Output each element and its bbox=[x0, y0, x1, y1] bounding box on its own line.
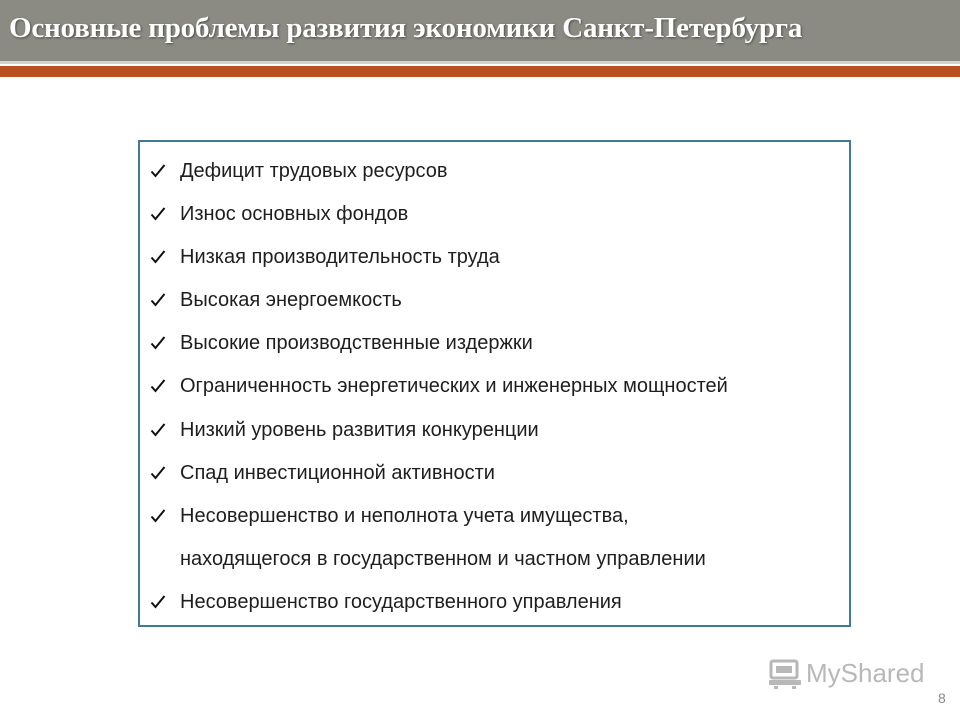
list-item-continuation bbox=[140, 545, 849, 575]
list-item bbox=[140, 286, 849, 316]
list-item-text: Высокие производственные издержки bbox=[180, 332, 533, 354]
divider-light bbox=[0, 61, 960, 64]
list-item bbox=[140, 416, 849, 446]
list-item bbox=[140, 200, 849, 230]
list-item bbox=[140, 459, 849, 489]
check-icon bbox=[150, 249, 166, 265]
title-bar bbox=[0, 0, 960, 61]
problems-list-box bbox=[138, 140, 851, 627]
slide-title: Основные проблемы развития экономики Санкт-Петербурга bbox=[9, 12, 803, 44]
list-item bbox=[140, 502, 849, 532]
check-icon bbox=[150, 508, 166, 524]
list-item-text: находящегося в государственном и частном управлении bbox=[180, 548, 706, 570]
check-icon bbox=[150, 163, 166, 179]
watermark-text: MyShared bbox=[806, 658, 925, 688]
list-item bbox=[140, 372, 849, 402]
check-icon bbox=[150, 378, 166, 394]
check-icon bbox=[150, 465, 166, 481]
list-item-text: Износ основных фондов bbox=[180, 203, 409, 225]
list-item bbox=[140, 588, 849, 618]
check-icon bbox=[150, 206, 166, 222]
list-item-text: Несовершенство и неполнота учета имущества, bbox=[180, 505, 629, 527]
list-item bbox=[140, 243, 849, 273]
list-item-text: Низкая производительность труда bbox=[180, 246, 500, 268]
list-item bbox=[140, 329, 849, 359]
divider-accent bbox=[0, 66, 960, 77]
list-item-text: Несовершенство государственного управления bbox=[180, 591, 622, 613]
check-icon bbox=[150, 335, 166, 351]
check-icon bbox=[150, 422, 166, 438]
check-icon bbox=[150, 594, 166, 610]
list-item bbox=[140, 157, 849, 187]
list-item-text: Низкий уровень развития конкуренции bbox=[180, 419, 539, 441]
list-item-text: Спад инвестиционной активности bbox=[180, 462, 495, 484]
check-icon bbox=[150, 292, 166, 308]
page-number: 8 bbox=[938, 690, 946, 706]
myshared-watermark bbox=[768, 656, 928, 692]
list-item-text: Высокая энергоемкость bbox=[180, 289, 402, 311]
list-item-text: Дефицит трудовых ресурсов bbox=[180, 160, 448, 182]
list-item-text: Ограниченность энергетических и инженерных мощностей bbox=[180, 375, 728, 397]
myshared-logo-icon bbox=[768, 658, 802, 690]
